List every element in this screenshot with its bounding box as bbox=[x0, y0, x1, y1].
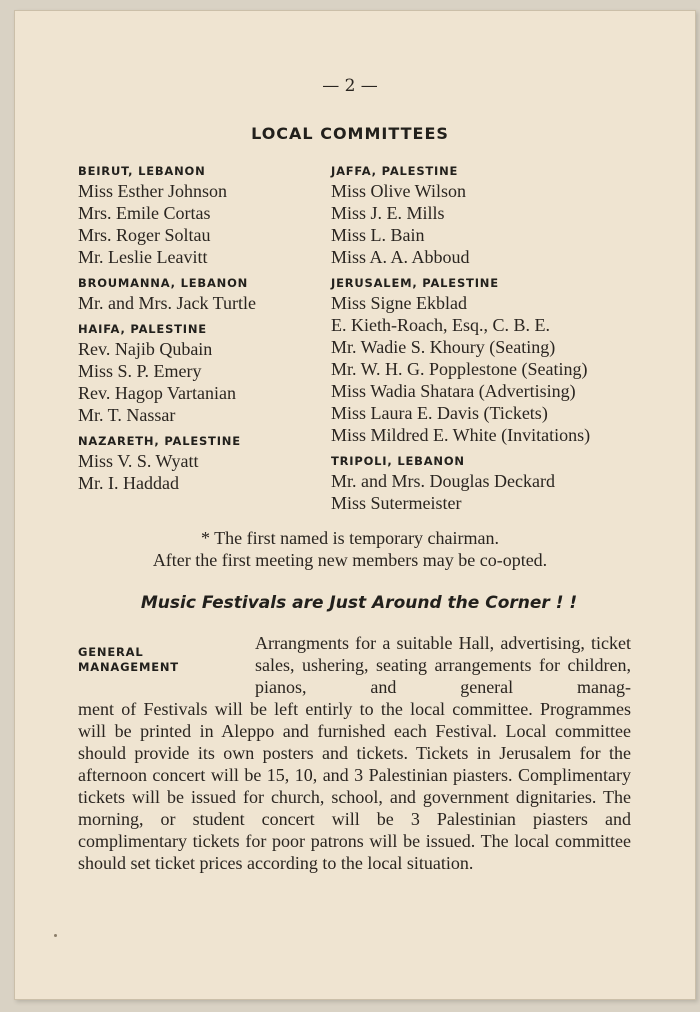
committee-member: Miss Laura E. Davis (Tickets) bbox=[331, 403, 548, 423]
committee-member: Miss Wadia Shatara (Advertising) bbox=[331, 381, 576, 401]
general-label: GENERAL bbox=[78, 645, 144, 659]
committee-member: Miss J. E. Mills bbox=[331, 203, 445, 223]
committee-heading: JERUSALEM, PALESTINE bbox=[331, 276, 499, 290]
committee-member: Mr. T. Nassar bbox=[78, 405, 176, 425]
committee-member: Miss Signe Ekblad bbox=[331, 293, 468, 313]
section-subtitle: Music Festivals are Just Around the Corner ! ! bbox=[140, 593, 578, 613]
committee-heading: BEIRUT, LEBANON bbox=[78, 164, 206, 178]
management-paragraph-body: ment of Festivals will be left entirly to the local committee. Programmes will be printed in Aleppo and furnished each Festival. Local committee should provide its own posters and tickets. Tickets in Jerusalem for the afternoon concert will be 15, 10, and 3 Palestinian piasters. Complimentary tickets will be issued for church, school, and government dignitaries. The morning, or student concert will be 3 Palestinian piasters and complimentary tickets for poor patrons will be issued. The local committee should set ticket prices according to the local situation. bbox=[78, 699, 631, 873]
committee-member: Mrs. Roger Soltau bbox=[78, 225, 211, 245]
committee-member: Mr. Leslie Leavitt bbox=[78, 247, 208, 267]
general-management-label bbox=[78, 645, 179, 675]
right-committee-column bbox=[331, 160, 651, 518]
page-number: — 2 — bbox=[322, 76, 378, 96]
committee-heading: JAFFA, PALESTINE bbox=[331, 164, 459, 178]
committee-member: Miss A. A. Abboud bbox=[331, 247, 470, 267]
management-paragraph-intro: Arrangments for a suitable Hall, advertising, ticket sales, ushering, seating arrangements for children, pianos, and general manag- bbox=[255, 633, 631, 697]
committee-member: Mr. I. Haddad bbox=[78, 473, 179, 493]
committee-heading: TRIPOLI, LEBANON bbox=[331, 454, 465, 468]
committee-member: Miss L. Bain bbox=[331, 225, 425, 245]
committee-member: Miss S. P. Emery bbox=[78, 361, 202, 381]
committee-member: E. Kieth-Roach, Esq., C. B. E. bbox=[331, 315, 550, 335]
committee-member: Mr. W. H. G. Popplestone (Seating) bbox=[331, 359, 588, 379]
paper-speck bbox=[54, 934, 57, 937]
committee-member: Mr. and Mrs. Jack Turtle bbox=[78, 293, 257, 313]
committee-member: Rev. Hagop Vartanian bbox=[78, 383, 236, 403]
committee-member: Mr. and Mrs. Douglas Deckard bbox=[331, 471, 555, 491]
management-label: MANAGEMENT bbox=[78, 660, 179, 674]
committee-heading: NAZARETH, PALESTINE bbox=[78, 434, 241, 448]
committee-member: Miss Sutermeister bbox=[331, 493, 462, 513]
committee-member: Miss Mildred E. White (Invitations) bbox=[331, 425, 591, 445]
footnote-chairman: * The first named is temporary chairman. bbox=[200, 528, 500, 548]
committee-member: Miss Esther Johnson bbox=[78, 181, 228, 201]
footnote-co-opted: After the first meeting new members may be co-opted. bbox=[152, 550, 548, 570]
committee-member: Mr. Wadie S. Khoury (Seating) bbox=[331, 337, 556, 357]
committee-heading: BROUMANNA, LEBANON bbox=[78, 276, 249, 290]
committee-heading: HAIFA, PALESTINE bbox=[78, 322, 207, 336]
committee-member: Miss Olive Wilson bbox=[331, 181, 466, 201]
page-title: LOCAL COMMITTEES bbox=[251, 124, 449, 143]
committee-member: Mrs. Emile Cortas bbox=[78, 203, 211, 223]
committee-member: Miss V. S. Wyatt bbox=[78, 451, 199, 471]
committee-member: Rev. Najib Qubain bbox=[78, 339, 213, 359]
